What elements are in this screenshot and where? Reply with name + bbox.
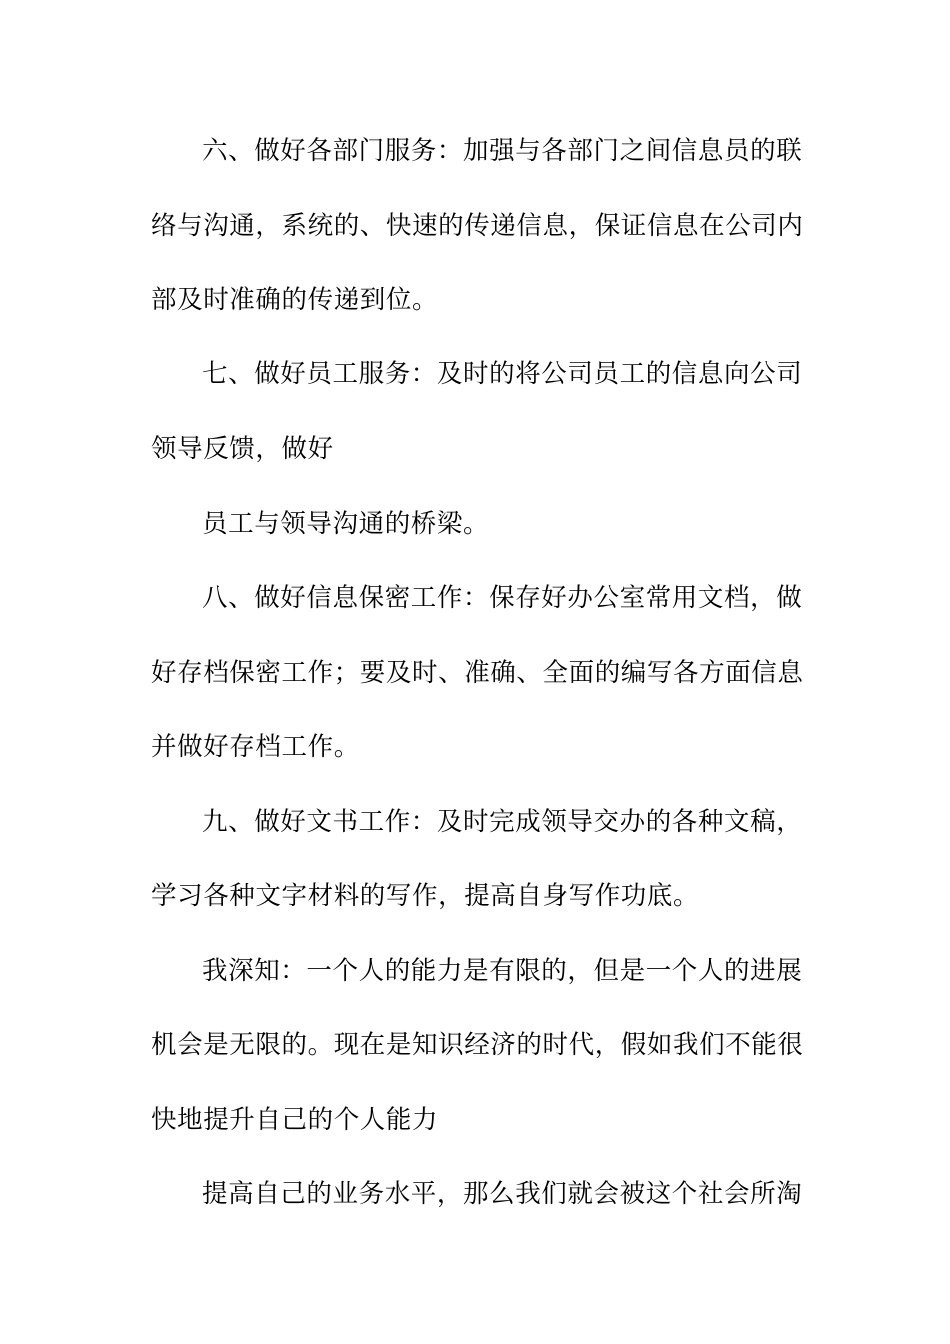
paragraph-7b-line-1: 员工与领导沟通的桥梁。 bbox=[202, 509, 490, 539]
paragraph-6-line-1: 六、做好各部门服务：加强与各部门之间信息员的联 bbox=[202, 136, 803, 166]
paragraph-8-line-2: 好存档保密工作；要及时、准确、全面的编写各方面信息 bbox=[151, 658, 804, 688]
paragraph-7-line-1: 七、做好员工服务：及时的将公司员工的信息向公司 bbox=[202, 359, 803, 389]
paragraph-11-line-1: 提高自己的业务水平，那么我们就会被这个社会所淘 bbox=[202, 1179, 803, 1209]
paragraph-10-line-2: 机会是无限的。现在是知识经济的时代，假如我们不能很 bbox=[151, 1030, 804, 1060]
paragraph-8-line-3: 并做好存档工作。 bbox=[151, 732, 360, 762]
paragraph-10-line-3: 快地提升自己的个人能力 bbox=[151, 1105, 439, 1135]
paragraph-6-line-2: 络与沟通，系统的、快速的传递信息，保证信息在公司内 bbox=[151, 211, 804, 241]
paragraph-7-line-2: 领导反馈，做好 bbox=[151, 434, 334, 464]
paragraph-8-line-1: 八、做好信息保密工作：保存好办公室常用文档，做 bbox=[202, 583, 803, 613]
paragraph-10-line-1: 我深知：一个人的能力是有限的，但是一个人的进展 bbox=[202, 956, 803, 986]
paragraph-9-line-2: 学习各种文字材料的写作，提高自身写作功底。 bbox=[151, 881, 700, 911]
paragraph-9-line-1: 九、做好文书工作：及时完成领导交办的各种文稿， bbox=[202, 807, 803, 837]
paragraph-6-line-3: 部及时准确的传递到位。 bbox=[151, 285, 439, 315]
